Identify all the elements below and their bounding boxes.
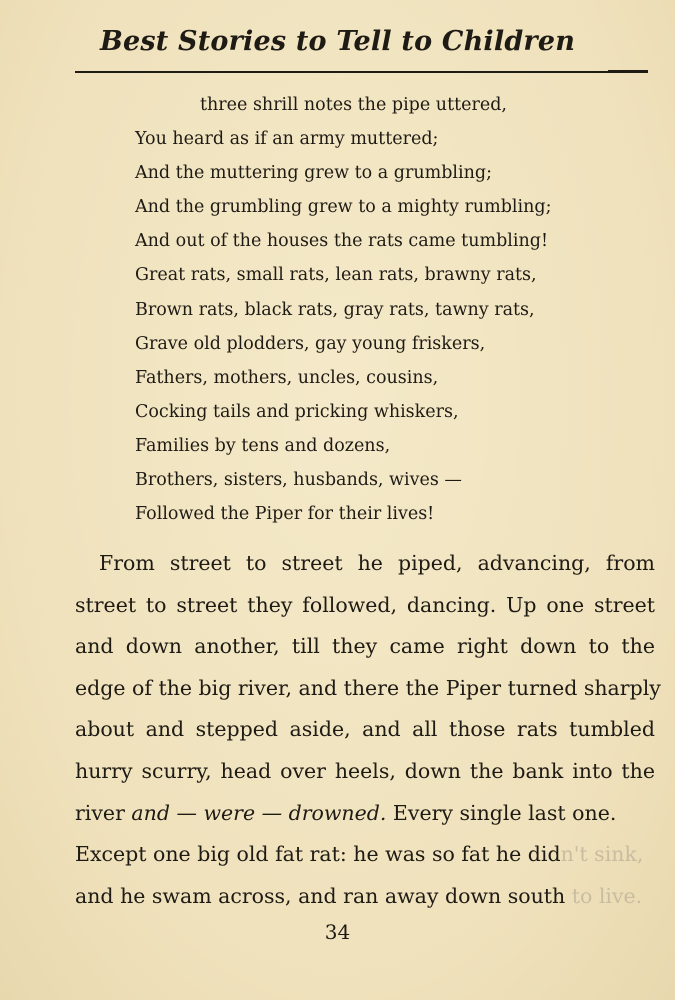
prose-faded-text: to live. bbox=[565, 883, 643, 908]
prose-line bbox=[75, 793, 655, 835]
poem-line: Cocking tails and pricking whiskers, bbox=[135, 401, 459, 422]
running-head-title: Best Stories to Tell to Children bbox=[99, 26, 576, 57]
prose-line bbox=[75, 834, 655, 876]
prose-line bbox=[75, 876, 655, 918]
prose-line: hurry scurry, head over heels, down the bank into the bbox=[75, 758, 655, 783]
prose-line: street to street they followed, dancing. Up one street bbox=[75, 592, 655, 617]
poem-line: three shrill notes the pipe uttered, bbox=[200, 95, 507, 115]
prose-italic-text: and — were — drowned. bbox=[131, 800, 387, 825]
prose-text: river bbox=[75, 800, 132, 825]
poem-line: You heard as if an army muttered; bbox=[135, 129, 439, 150]
prose-line: and down another, till they came right down to the bbox=[75, 634, 655, 659]
prose-text: Except one big old fat rat: he was so fat he did bbox=[75, 842, 561, 867]
prose-line: edge of the big river, and there the Piper turned sharply bbox=[75, 675, 661, 700]
page-number: 34 bbox=[324, 920, 351, 944]
poem-line: And out of the houses the rats came tumbling! bbox=[135, 231, 548, 252]
poem-line: Followed the Piper for their lives! bbox=[135, 504, 435, 525]
header-rule bbox=[75, 71, 648, 73]
prose-text: Every single last one. bbox=[386, 800, 617, 825]
prose-line: about and stepped aside, and all those rats tumbled bbox=[75, 717, 655, 742]
poem-line: Families by tens and dozens, bbox=[135, 435, 391, 456]
poem-line: And the grumbling grew to a mighty rumbling; bbox=[135, 197, 552, 218]
poem-block bbox=[135, 88, 605, 531]
prose-line: From street to street he piped, advancing, from bbox=[99, 551, 655, 575]
poem-line: Grave old plodders, gay young friskers, bbox=[135, 333, 486, 354]
prose-text: and he swam across, and ran away down south bbox=[75, 883, 566, 908]
prose-faded-text: n't sink, bbox=[560, 842, 644, 867]
poem-line: Great rats, small rats, lean rats, brawny rats, bbox=[135, 265, 537, 286]
poem-line: Brown rats, black rats, gray rats, tawny rats, bbox=[135, 299, 535, 320]
prose-paragraph bbox=[75, 543, 661, 917]
poem-line: Brothers, sisters, husbands, wives — bbox=[135, 470, 462, 491]
poem-line: And the muttering grew to a grumbling; bbox=[135, 163, 492, 184]
poem-line: Fathers, mothers, uncles, cousins, bbox=[135, 367, 439, 388]
